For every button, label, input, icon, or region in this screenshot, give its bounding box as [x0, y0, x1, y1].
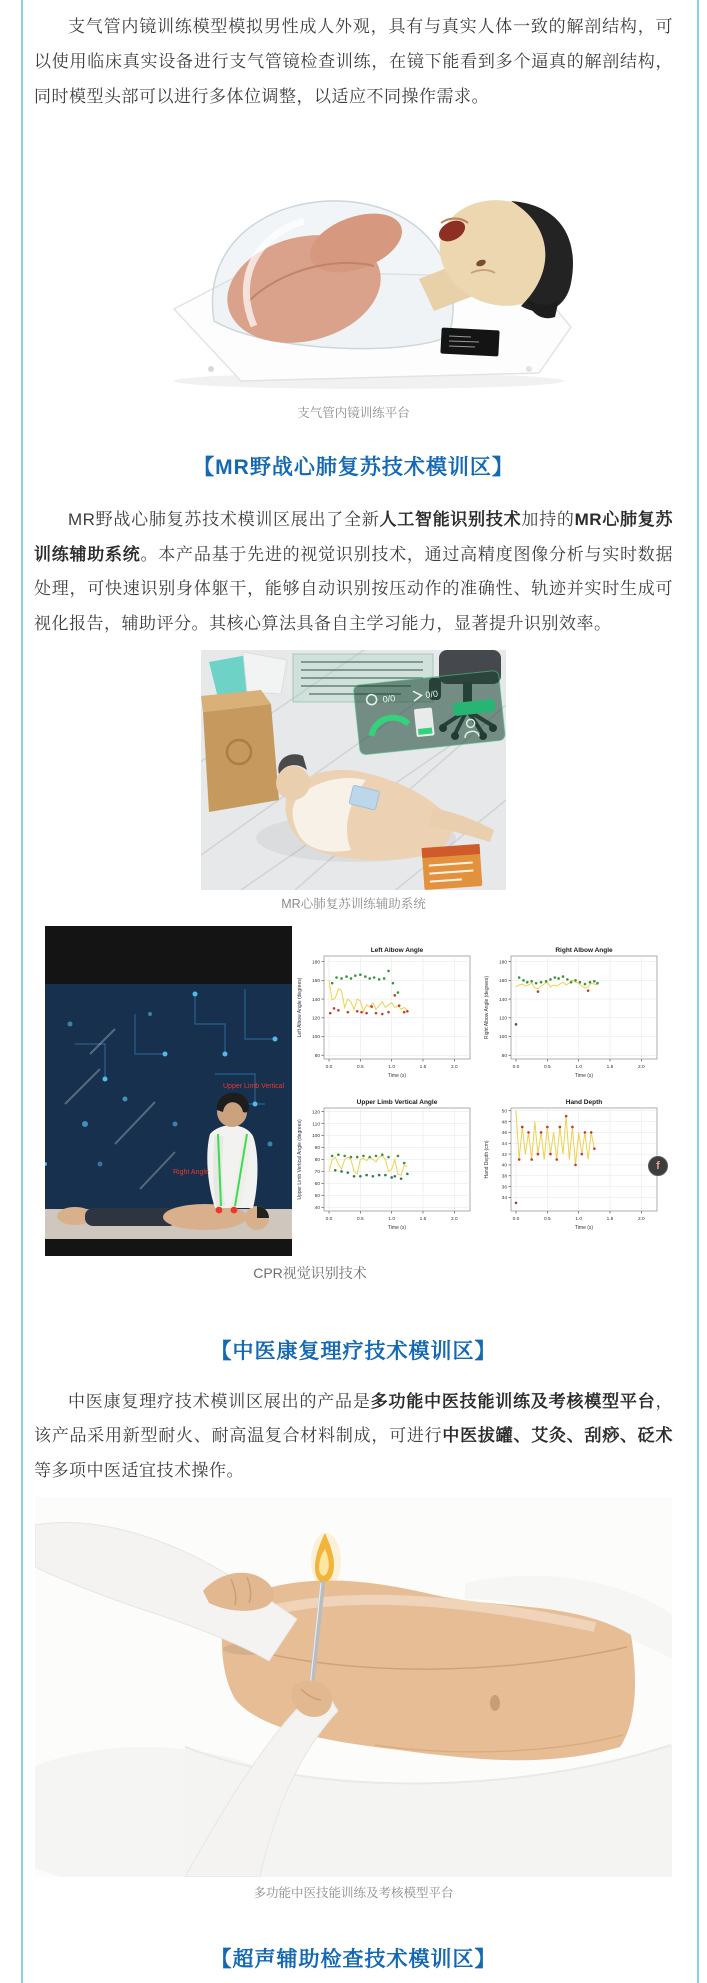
svg-text:70: 70 — [314, 1170, 320, 1176]
mr-cpr-photo — [34, 650, 673, 890]
base-foot — [526, 366, 532, 372]
svg-text:0.0: 0.0 — [512, 1217, 520, 1223]
hand-keypoint — [231, 1207, 238, 1214]
svg-text:140: 140 — [311, 998, 320, 1004]
svg-text:50: 50 — [314, 1194, 320, 1200]
floating-button[interactable] — [648, 1156, 668, 1176]
chart-right-elbow-angle — [479, 944, 666, 1094]
svg-text:80: 80 — [501, 1054, 507, 1060]
intro-paragraph: 支气管内镜训练模型模拟男性成人外观，具有与真实人体一致的解剖结构，可以使用临床真实设备进行支气管镜检查训练，在镜下能看到多个逼真的解剖结构，同时模型头部可以进行多体位调整，以适应不同操作需求。 — [34, 17, 673, 106]
svg-text:180: 180 — [311, 960, 320, 966]
svg-text:0.5: 0.5 — [357, 1217, 364, 1223]
svg-text:160: 160 — [311, 979, 320, 985]
svg-text:120: 120 — [311, 1016, 320, 1022]
svg-text:140: 140 — [498, 998, 507, 1004]
mannequin-head — [276, 766, 310, 800]
mr-cpr-illustration — [201, 650, 506, 890]
overlay-label-upper-limb: Upper Limb Vertical — [223, 1083, 285, 1091]
svg-text:0.0: 0.0 — [325, 1065, 333, 1071]
svg-text:110: 110 — [312, 1122, 320, 1128]
caption-mr-cpr: MR心肺复苏训练辅助系统 — [281, 897, 426, 912]
bronchoscopy-model-illustration — [119, 131, 589, 395]
svg-text:0.5: 0.5 — [544, 1217, 551, 1223]
svg-text:Time (s): Time (s) — [387, 1225, 407, 1232]
svg-text:180: 180 — [498, 960, 507, 966]
svg-text:1.5: 1.5 — [419, 1065, 427, 1071]
cpr-vision-composite — [45, 926, 667, 1256]
chart-upper-limb-vertical-angle — [292, 1096, 479, 1246]
cpr-charts-grid — [292, 926, 667, 1256]
svg-text:0.0: 0.0 — [325, 1217, 333, 1223]
section-heading-mr: 【MR野战心肺复苏技术模训区】 — [193, 455, 514, 479]
svg-text:40: 40 — [314, 1206, 320, 1212]
count-value: 0/0 — [382, 693, 396, 705]
overlay-label-right-angle: Right Angle — [173, 1169, 209, 1177]
svg-text:1.5: 1.5 — [606, 1065, 614, 1071]
svg-text:90: 90 — [314, 1146, 320, 1152]
svg-text:Upper Limb Vertical Angle (deg: Upper Limb Vertical Angle (degrees) — [297, 1119, 303, 1201]
svg-text:34: 34 — [501, 1196, 507, 1202]
svg-text:160: 160 — [498, 979, 507, 985]
svg-text:Time (s): Time (s) — [574, 1225, 594, 1232]
svg-text:1.0: 1.0 — [388, 1065, 396, 1071]
svg-text:100: 100 — [311, 1035, 320, 1041]
cpr-video-frame — [45, 926, 292, 1256]
svg-text:100: 100 — [498, 1035, 507, 1041]
navel — [490, 1695, 500, 1711]
svg-text:1.5: 1.5 — [606, 1217, 614, 1223]
svg-text:120: 120 — [311, 1110, 320, 1116]
svg-text:60: 60 — [314, 1182, 320, 1188]
chart-hand-depth — [479, 1096, 666, 1246]
svg-text:Time (s): Time (s) — [387, 1073, 407, 1080]
svg-text:Left Albow Angle (degrees): Left Albow Angle (degrees) — [297, 978, 303, 1038]
ar-panel — [353, 670, 506, 755]
svg-text:44: 44 — [501, 1142, 507, 1148]
cpr-video-scene — [45, 984, 292, 1239]
svg-text:46: 46 — [501, 1131, 507, 1137]
svg-text:1.0: 1.0 — [575, 1065, 583, 1071]
svg-text:2.0: 2.0 — [637, 1065, 645, 1071]
svg-text:0.0: 0.0 — [512, 1065, 520, 1071]
circuit-background — [45, 984, 292, 1239]
cardboard-box — [203, 704, 279, 812]
svg-text:2.0: 2.0 — [450, 1065, 458, 1071]
svg-text:1.0: 1.0 — [388, 1217, 396, 1223]
svg-text:0.5: 0.5 — [357, 1065, 364, 1071]
svg-text:120: 120 — [498, 1016, 507, 1022]
bronchoscopy-model-photo — [34, 131, 673, 395]
svg-text:2.0: 2.0 — [637, 1217, 645, 1223]
svg-text:80: 80 — [314, 1158, 320, 1164]
svg-text:36: 36 — [501, 1185, 507, 1191]
caption-cpr-vision: CPR视觉识别技术 — [253, 1265, 367, 1282]
tcm-photo — [34, 1497, 673, 1877]
svg-text:0.5: 0.5 — [544, 1065, 551, 1071]
chart-left-elbow-angle — [292, 944, 479, 1094]
svg-text:80: 80 — [314, 1054, 320, 1060]
svg-text:40: 40 — [501, 1164, 507, 1170]
svg-text:Right Albow Angle: Right Albow Angle — [555, 947, 613, 955]
svg-text:100: 100 — [311, 1134, 320, 1140]
white-box — [243, 652, 287, 694]
tcm-illustration — [35, 1497, 672, 1877]
svg-text:42: 42 — [501, 1153, 507, 1159]
svg-text:Left Albow Angle: Left Albow Angle — [370, 947, 424, 955]
svg-text:48: 48 — [501, 1120, 507, 1126]
section-heading-tcm: 【中医康复理疗技术模训区】 — [210, 1339, 497, 1363]
svg-text:Time (s): Time (s) — [574, 1073, 594, 1080]
svg-text:2.0: 2.0 — [450, 1217, 458, 1223]
svg-text:50: 50 — [501, 1109, 507, 1115]
mr-paragraph: MR野战心肺复苏技术模训区展出了全新人工智能识别技术加持的MR心肺复苏训练辅助系统。本产品基于先进的视觉识别技术，通过高精度图像分析与实时数据处理，可快速识别身体躯干，能够自动识别按压动作的准确性、轨迹并实时生成可视化报告，辅助评分。其核心算法具备自主学习能力，显著提升识别效率。 — [34, 509, 674, 634]
count-value-2: 0/0 — [424, 688, 439, 701]
section-heading-ultrasound: 【超声辅助检查技术模训区】 — [210, 1948, 497, 1972]
tcm-paragraph: 中医康复理疗技术模训区展出的产品是多功能中医技能训练及考核模型平台，该产品采用新型耐火、耐高温复合材料制成，可进行中医拔罐、艾灸、刮痧、砭术等多项中医适宜技术操作。 — [34, 1391, 674, 1481]
svg-text:Upper Limb Vertical Angle: Upper Limb Vertical Angle — [356, 1099, 438, 1107]
floating-button-glyph: f — [656, 1160, 660, 1172]
svg-text:Right Albow Angle (degrees): Right Albow Angle (degrees) — [484, 976, 490, 1040]
svg-text:1.5: 1.5 — [419, 1217, 427, 1223]
svg-text:38: 38 — [501, 1174, 507, 1180]
caption-bronchoscopy: 支气管内镜训练平台 — [297, 405, 410, 420]
svg-text:Hand Depth (cm): Hand Depth (cm) — [484, 1140, 490, 1179]
orange-card — [422, 844, 483, 890]
caption-tcm: 多功能中医技能训练及考核模型平台 — [253, 1886, 454, 1901]
base-foot — [208, 366, 214, 372]
svg-text:Hand Depth: Hand Depth — [565, 1099, 603, 1107]
hand-keypoint — [216, 1207, 223, 1214]
svg-text:1.0: 1.0 — [575, 1217, 583, 1223]
